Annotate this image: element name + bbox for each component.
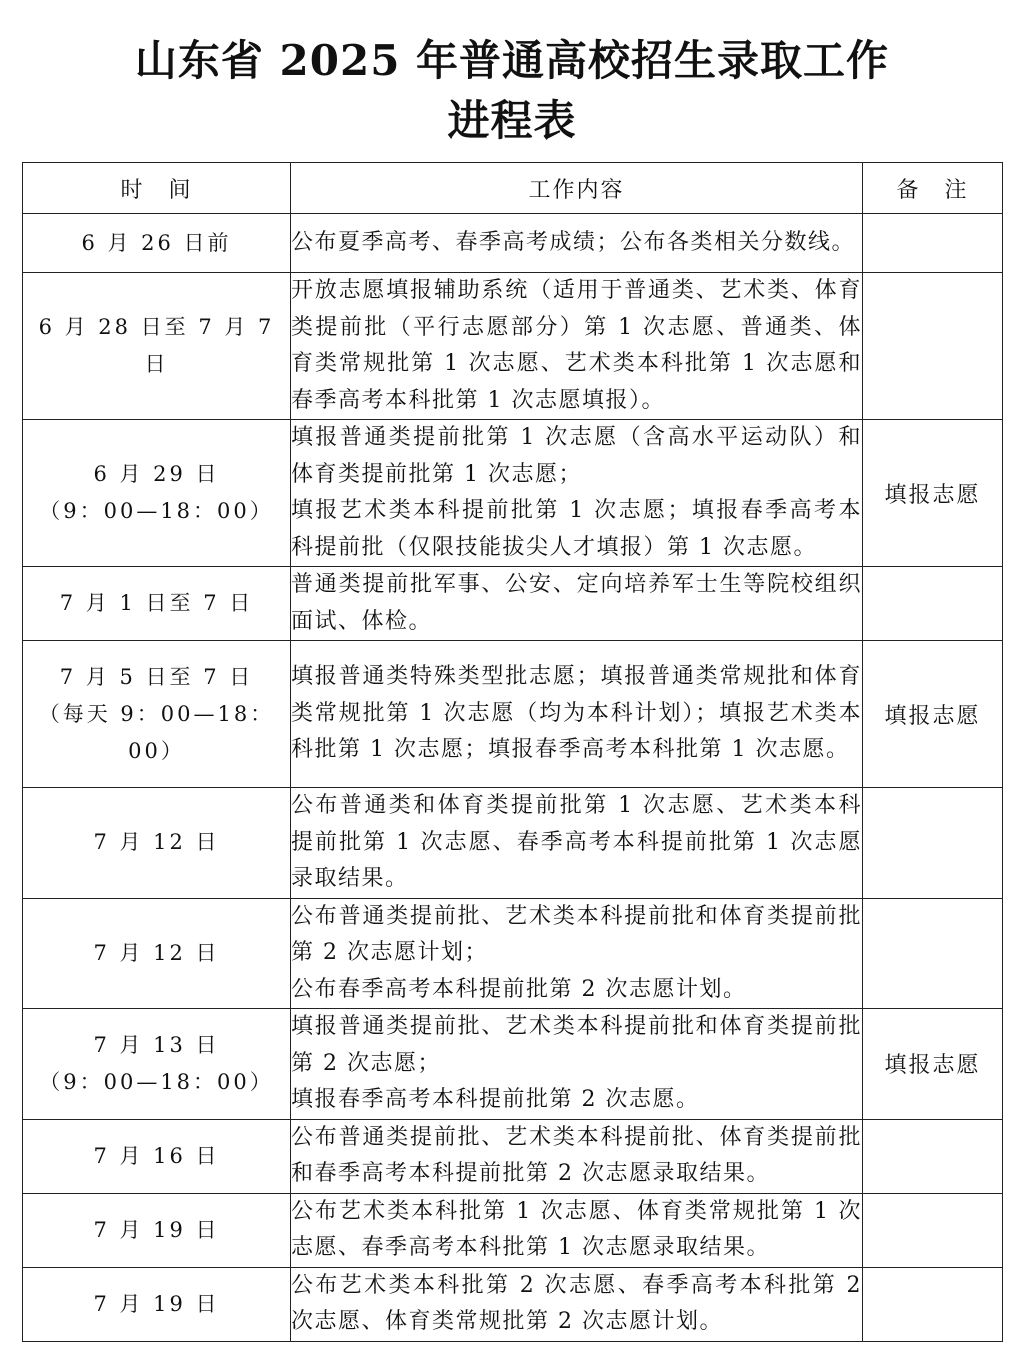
row-note: 填报志愿 [863,420,1003,567]
row-time-line: 7 月 16 日 [93,1143,220,1168]
row-note: 填报志愿 [863,1009,1003,1120]
row-time-line: 6 月 28 日至 7 月 7 日 [38,315,275,376]
table-row [23,1193,1003,1267]
row-content: 公布艺术类本科批第 1 次志愿、体育类常规批第 1 次志愿、春季高考本科批第 1 次志愿录取结果。 [291,1193,863,1267]
row-content: 普通类提前批军事、公安、定向培养军士生等院校组织面试、体检。 [291,567,863,641]
row-note [863,788,1003,899]
row-time-line: （每天 9：00—18：00） [38,701,275,763]
row-time-line: 7 月 12 日 [93,830,220,855]
row-time-line: 7 月 12 日 [93,940,220,965]
row-time [23,641,291,788]
row-time-line: （9：00—18：00） [39,499,274,523]
row-content: 填报普通类提前批第 1 次志愿（含高水平运动队）和体育类提前批第 1 次志愿； 填报艺术类本科提前批第 1 次志愿；填报春季高考本科提前批（仅限技能拔尖人才填报）第 1 次志愿。 [291,420,863,567]
header-note: 备 注 [863,163,1003,214]
row-note [863,1119,1003,1193]
row-time [23,273,291,420]
header-time: 时 间 [23,163,291,214]
row-time-line: 6 月 29 日 [93,462,220,486]
row-time [23,1119,291,1193]
row-content: 填报普通类提前批、艺术类本科提前批和体育类提前批第 2 次志愿； 填报春季高考本科提前批第 2 次志愿。 [291,1009,863,1120]
table-row [23,1119,1003,1193]
row-content: 公布普通类提前批、艺术类本科提前批和体育类提前批第 2 次志愿计划； 公布春季高考本科提前批第 2 次志愿计划。 [291,898,863,1009]
table-row [23,420,1003,567]
row-time [23,567,291,641]
row-time [23,1193,291,1267]
table-row [23,567,1003,641]
row-time [23,420,291,567]
table-row [23,898,1003,1009]
table-row [23,1267,1003,1341]
row-time [23,1009,291,1120]
page-title: 山东省 2025 年普通高校招生录取工作 [134,36,890,85]
row-time-line: 6 月 26 日前 [81,230,232,255]
page-subtitle: 进程表 [447,96,577,145]
table-row [23,214,1003,273]
row-time [23,788,291,899]
row-note: 填报志愿 [863,641,1003,788]
row-note [863,214,1003,273]
row-note [863,898,1003,1009]
row-content: 公布普通类和体育类提前批第 1 次志愿、艺术类本科提前批第 1 次志愿、春季高考本科提前批第 1 次志愿录取结果。 [291,788,863,899]
table-header-row [23,163,1003,214]
header-content: 工作内容 [291,163,863,214]
row-content: 填报普通类特殊类型批志愿；填报普通类常规批和体育类常规批第 1 次志愿（均为本科计划）；填报艺术类本科批第 1 次志愿；填报春季高考本科批第 1 次志愿。 [291,641,863,788]
row-time-line: 7 月 1 日至 7 日 [59,591,254,615]
row-content: 公布夏季高考、春季高考成绩；公布各类相关分数线。 [291,214,863,273]
row-note [863,1193,1003,1267]
row-time-line: 7 月 19 日 [93,1217,220,1242]
row-time [23,1267,291,1341]
row-time [23,898,291,1009]
row-time-line: 7 月 13 日 [93,1032,220,1057]
row-content: 公布普通类提前批、艺术类本科提前批、体育类提前批和春季高考本科提前批第 2 次志愿录取结果。 [291,1119,863,1193]
row-content: 公布艺术类本科批第 2 次志愿、春季高考本科批第 2 次志愿、体育类常规批第 2 次志愿计划。 [291,1267,863,1341]
schedule-table [22,162,1003,1342]
row-time [23,214,291,273]
row-note [863,273,1003,420]
row-content: 开放志愿填报辅助系统（适用于普通类、艺术类、体育类提前批（平行志愿部分）第 1 次志愿、普通类、体育类常规批第 1 次志愿、艺术类本科批第 1 次志愿和春季高考本科批第 1 次志愿填报）。 [291,273,863,420]
table-row [23,273,1003,420]
table-row [23,788,1003,899]
row-time-line: （9：00—18：00） [39,1069,274,1094]
row-time-line: 7 月 19 日 [93,1291,220,1316]
row-note [863,1267,1003,1341]
row-time-line: 7 月 5 日至 7 日 [59,664,254,689]
table-row [23,641,1003,788]
row-note [863,567,1003,641]
table-row [23,1009,1003,1120]
